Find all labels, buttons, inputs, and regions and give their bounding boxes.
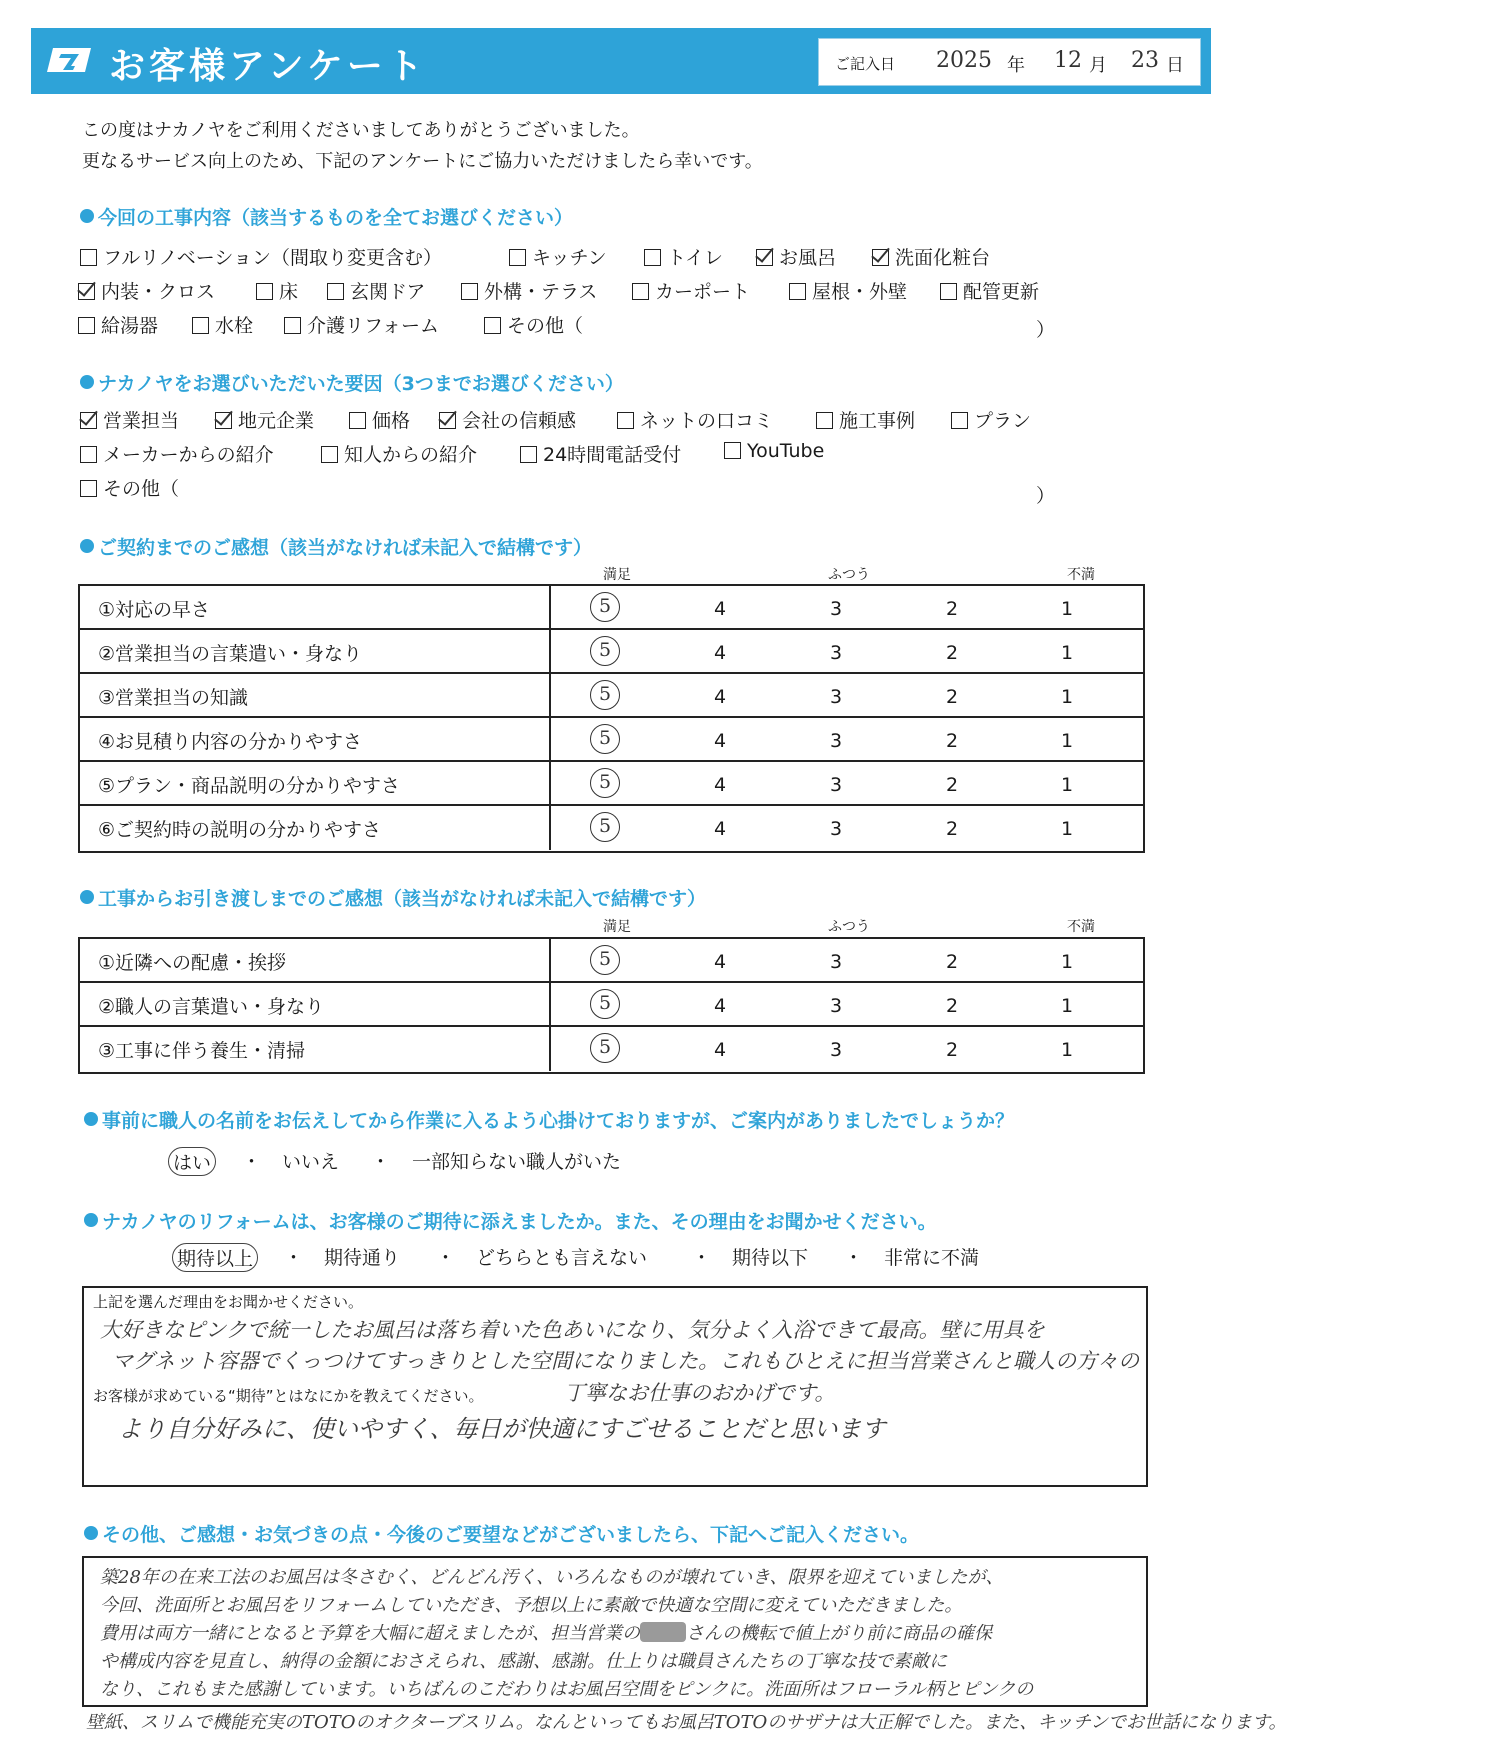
contract-row (80, 586, 1143, 630)
reason-line-1: 大好きなピンクで統一したお風呂は落ち着いた色あいになり、気分よく入浴できて最高。壁に用具を (100, 1318, 1045, 1342)
checkbox-square-icon[interactable] (321, 446, 338, 463)
construction-scale-mid: ふつう (828, 919, 870, 935)
date-box (818, 38, 1201, 86)
construction-score-3[interactable]: 3 (829, 995, 843, 1017)
construction-row (80, 939, 1143, 983)
checkbox-square-icon[interactable] (192, 317, 209, 334)
date-month-unit: 月 (1089, 55, 1107, 76)
contract-score-1[interactable]: 1 (1060, 598, 1074, 620)
checkbox-square-icon[interactable] (632, 283, 649, 300)
construction-row (80, 1027, 1143, 1071)
construction-score-1[interactable]: 1 (1060, 1039, 1074, 1061)
work-checkbox-13[interactable] (192, 311, 253, 338)
construction-score-1[interactable]: 1 (1060, 951, 1074, 973)
construction-row-label: ②職人の言葉遣い・身なり (80, 983, 551, 1025)
construction-score-2[interactable]: 2 (945, 951, 959, 973)
expectation-separator: ・ (692, 1247, 712, 1269)
date-label: ご記入日 (835, 55, 896, 73)
contract-heading: ご契約までのご感想（該当がなければ未記入で結構です） (80, 533, 592, 560)
construction-score-5[interactable]: 5 (590, 989, 620, 1019)
expectation-separator: ・ (844, 1247, 864, 1269)
checkbox-square-icon[interactable] (80, 446, 97, 463)
date-day: 23 (1131, 48, 1159, 73)
work-checkbox-label: 洗面化粧台 (895, 247, 991, 269)
contract-row (80, 630, 1143, 674)
checkbox-square-icon[interactable] (349, 412, 366, 429)
expectation-heading: ナカノヤのリフォームは、お客様のご期待に添えましたか。また、その理由をお聞かせください。 (84, 1207, 937, 1234)
craftsman-option-0[interactable]: はい (168, 1147, 216, 1176)
work-checkbox-11[interactable] (940, 277, 1039, 304)
contract-score-1[interactable]: 1 (1060, 774, 1074, 796)
contract-score-1[interactable]: 1 (1060, 642, 1074, 664)
reasons-heading: ナカノヤをお選びいただいた要因（3つまでお選びください） (80, 369, 624, 396)
work-checkbox-7[interactable] (327, 277, 425, 304)
page-title: お客様アンケート (109, 46, 427, 87)
construction-row-label: ③工事に伴う養生・清掃 (80, 1027, 551, 1071)
construction-score-4[interactable]: 4 (713, 995, 727, 1017)
contract-rating-table (78, 584, 1145, 853)
reason-checkbox-3[interactable] (439, 406, 576, 433)
checkbox-square-icon[interactable] (80, 412, 97, 429)
construction-heading: 工事からお引き渡しまでのご感想（該当がなければ未記入で結構です） (80, 884, 706, 911)
contract-score-4[interactable]: 4 (713, 730, 727, 752)
work-checkbox-9[interactable] (632, 277, 750, 304)
contract-row-label: ④お見積り内容の分かりやすさ (80, 718, 551, 760)
contract-score-5[interactable]: 5 (590, 812, 620, 842)
reason-checkbox-2[interactable] (349, 406, 410, 433)
reason-checkbox-label: 24時間電話受付 (543, 444, 682, 466)
reason-checkbox-label: 営業担当 (103, 410, 180, 432)
work-checkbox-label: 介護リフォーム (307, 315, 440, 337)
work-checkbox-label: 水栓 (215, 315, 254, 337)
craftsman-separator: ・ (242, 1151, 262, 1173)
contract-row (80, 762, 1143, 806)
survey-header (31, 28, 1211, 94)
contract-score-5[interactable]: 5 (590, 724, 620, 754)
contract-row (80, 718, 1143, 762)
checkbox-square-icon[interactable] (951, 412, 968, 429)
expect-label: お客様が求めている“期待”とはなにかを教えてください。 (93, 1387, 484, 1405)
comments-heading: その他、ご感想・お気づきの点・今後のご要望などがございましたら、下記へご記入ください。 (84, 1520, 919, 1547)
work-other-close-paren: ） (1036, 319, 1056, 341)
craftsman-heading: 事前に職人の名前をお伝えしてから作業に入るよう心掛けておりますが、ご案内がありましたでしょうか？ (84, 1106, 1014, 1133)
reason-checkbox-4[interactable] (617, 406, 773, 433)
contract-row (80, 806, 1143, 850)
work-checkbox-14[interactable] (284, 311, 439, 338)
reason-checkbox-label: プラン (974, 410, 1032, 432)
craftsman-separator: ・ (371, 1151, 391, 1173)
checkbox-square-icon[interactable] (484, 317, 501, 334)
contract-score-3[interactable]: 3 (829, 730, 843, 752)
contract-score-4[interactable]: 4 (713, 774, 727, 796)
checkbox-square-icon[interactable] (756, 249, 773, 266)
construction-row (80, 983, 1143, 1027)
date-year: 2025 (936, 48, 992, 73)
comment-line-6: なり、これもまた感謝しています。いちばんのこだわりはお風呂空間をピンクに。洗面所はフローラル柄とピンクの (100, 1679, 1034, 1700)
reason-checkbox-label: YouTube (747, 440, 825, 462)
checkbox-square-icon[interactable] (509, 249, 526, 266)
date-month: 12 (1054, 48, 1082, 73)
construction-scale-low: 不満 (1067, 919, 1095, 935)
work-checkbox-12[interactable] (78, 311, 158, 338)
contract-score-5[interactable]: 5 (590, 636, 620, 666)
contract-row-label: ⑥ご契約時の説明の分かりやすさ (80, 806, 551, 850)
checkbox-square-icon[interactable] (80, 480, 97, 497)
work-checkbox-6[interactable] (256, 277, 298, 304)
checkbox-square-icon[interactable] (284, 317, 301, 334)
contract-score-4[interactable]: 4 (713, 686, 727, 708)
work-checkbox-label: 配管更新 (963, 281, 1040, 303)
checkbox-square-icon[interactable] (617, 412, 634, 429)
construction-row-label: ①近隣への配慮・挨拶 (80, 939, 551, 981)
reason-checkbox-label: メーカーからの紹介 (103, 444, 274, 466)
reason-checkbox-11[interactable] (80, 474, 179, 501)
date-year-unit: 年 (1007, 55, 1025, 76)
comment-line-3: 費用は両方一緒にとなると予算を大幅に超えましたが、担当営業の さんの機転で値上がり前に商品の確保 (100, 1623, 992, 1644)
craftsman-option-2[interactable]: 一部知らない職人がいた (412, 1151, 622, 1173)
contract-scale-low: 不満 (1067, 567, 1095, 583)
work-checkbox-8[interactable] (461, 277, 597, 304)
checkbox-square-icon[interactable] (215, 412, 232, 429)
contract-row (80, 674, 1143, 718)
intro-line-2: 更なるサービス向上のため、下記のアンケートにご協力いただけましたら幸いです。 (82, 151, 763, 172)
work-checkbox-label: 内装・クロス (101, 281, 216, 303)
reason-checkbox-5[interactable] (816, 406, 915, 433)
comment-line-7: 壁紙、スリムで機能充実のTOTOのオクターブスリム。なんといってもお風呂TOTOのサザナは大正解でした。また、キッチンでお世話になります。 (86, 1712, 1287, 1733)
nakanoya-logo-icon (47, 42, 95, 78)
comment-line-5: や構成内容を見直し、納得の金額におさえられ、感謝、感謝。仕上りは職員さんたちの丁寧な技で素敵に (100, 1651, 948, 1672)
reason-label: 上記を選んだ理由をお聞かせください。 (93, 1293, 364, 1311)
construction-score-2[interactable]: 2 (945, 1039, 959, 1061)
contract-scale-mid: ふつう (828, 567, 870, 583)
construction-score-4[interactable]: 4 (713, 1039, 727, 1061)
reason-checkbox-label: 知人からの紹介 (344, 444, 478, 466)
reason-line-2: マグネット容器でくっつけてすっきりとした空間になりました。これもひとえに担当営業さんと職人の方々の (112, 1349, 1140, 1373)
expectation-separator: ・ (436, 1247, 456, 1269)
contract-score-1[interactable]: 1 (1060, 730, 1074, 752)
construction-score-1[interactable]: 1 (1060, 995, 1074, 1017)
contract-score-3[interactable]: 3 (829, 818, 843, 840)
comment-line-1: 築28年の在来工法のお風呂は冬さむく、どんどん汚く、いろんなものが壊れていき、限界を迎えていましたが、 (100, 1567, 1004, 1588)
work-heading: 今回の工事内容（該当するものを全てお選びください） (80, 203, 573, 230)
reason-checkbox-label: 会社の信頼感 (462, 410, 577, 432)
contract-row-label: ③営業担当の知識 (80, 674, 551, 716)
contract-row-label: ②営業担当の言葉遣い・身なり (80, 630, 551, 672)
expectation-option-4[interactable]: 非常に不満 (884, 1247, 980, 1269)
reason-checkbox-7[interactable] (80, 440, 274, 467)
reason-checkbox-6[interactable] (951, 406, 1031, 433)
contract-score-5[interactable]: 5 (590, 768, 620, 798)
date-day-unit: 日 (1166, 55, 1184, 76)
checkbox-square-icon[interactable] (789, 283, 806, 300)
reason-checkbox-label: 施工事例 (839, 410, 916, 432)
checkbox-square-icon[interactable] (816, 412, 833, 429)
checkbox-square-icon[interactable] (520, 446, 537, 463)
construction-scale-high: 満足 (603, 919, 631, 935)
work-checkbox-15[interactable] (484, 311, 583, 338)
construction-score-3[interactable]: 3 (829, 1039, 843, 1061)
construction-score-5[interactable]: 5 (590, 945, 620, 975)
checkbox-square-icon[interactable] (80, 249, 97, 266)
contract-score-4[interactable]: 4 (713, 818, 727, 840)
contract-score-4[interactable]: 4 (713, 598, 727, 620)
work-checkbox-label: トイレ (667, 247, 724, 269)
work-checkbox-label: 床 (279, 281, 299, 303)
reason-checkbox-1[interactable] (215, 406, 314, 433)
work-checkbox-4[interactable] (872, 243, 990, 270)
intro-line-1: この度はナカノヤをご利用くださいましてありがとうございました。 (82, 120, 640, 141)
expectation-option-3[interactable]: 期待以下 (732, 1247, 809, 1269)
reason-checkbox-label: 価格 (372, 410, 411, 432)
work-checkbox-0[interactable] (80, 243, 442, 270)
contract-score-4[interactable]: 4 (713, 642, 727, 664)
contract-score-2[interactable]: 2 (945, 598, 959, 620)
work-checkbox-2[interactable] (644, 243, 723, 270)
checkbox-square-icon[interactable] (78, 317, 95, 334)
checkbox-square-icon[interactable] (78, 283, 95, 300)
work-checkbox-1[interactable] (509, 243, 607, 270)
work-checkbox-5[interactable] (78, 277, 215, 304)
reasons-other-close-paren: ） (1036, 485, 1056, 507)
contract-score-2[interactable]: 2 (945, 686, 959, 708)
construction-score-4[interactable]: 4 (713, 951, 727, 973)
work-checkbox-label: 給湯器 (101, 315, 159, 337)
work-checkbox-label: 玄関ドア (350, 281, 426, 303)
work-checkbox-label: キッチン (532, 247, 607, 269)
contract-score-3[interactable]: 3 (829, 642, 843, 664)
expectation-separator: ・ (284, 1247, 304, 1269)
checkbox-square-icon[interactable] (724, 442, 741, 459)
reason-checkbox-8[interactable] (321, 440, 477, 467)
contract-score-2[interactable]: 2 (945, 642, 959, 664)
work-checkbox-label: その他（ (507, 315, 584, 337)
contract-score-5[interactable]: 5 (590, 680, 620, 710)
expect-answer: より自分好みに、使いやすく、毎日が快適にすごせることだと思います (118, 1415, 886, 1443)
construction-score-5[interactable]: 5 (590, 1033, 620, 1063)
contract-score-3[interactable]: 3 (829, 598, 843, 620)
reason-checkbox-label: 地元企業 (238, 410, 315, 432)
work-checkbox-label: フルリノベーション（間取り変更含む） (103, 247, 442, 269)
checkbox-square-icon[interactable] (872, 249, 889, 266)
contract-score-1[interactable]: 1 (1060, 818, 1074, 840)
checkbox-square-icon[interactable] (256, 283, 273, 300)
work-checkbox-label: カーポート (655, 281, 751, 303)
work-checkbox-10[interactable] (789, 277, 907, 304)
checkbox-square-icon[interactable] (439, 412, 456, 429)
contract-scale-high: 満足 (603, 567, 631, 583)
contract-score-2[interactable]: 2 (945, 818, 959, 840)
expectation-option-0[interactable]: 期待以上 (172, 1243, 258, 1272)
reason-checkbox-10[interactable] (724, 440, 824, 462)
construction-rating-table (78, 937, 1145, 1074)
contract-score-5[interactable]: 5 (590, 592, 620, 622)
work-checkbox-3[interactable] (756, 243, 836, 270)
craftsman-option-1[interactable]: いいえ (282, 1151, 340, 1173)
reason-checkbox-9[interactable] (520, 440, 681, 467)
contract-score-3[interactable]: 3 (829, 774, 843, 796)
expectation-option-2[interactable]: どちらとも言えない (476, 1247, 648, 1269)
reason-checkbox-label: その他（ (103, 478, 180, 500)
comment-line-2: 今回、洗面所とお風呂をリフォームしていただき、予想以上に素敵で快適な空間に変えていただきました。 (100, 1595, 963, 1616)
checkbox-square-icon[interactable] (327, 283, 344, 300)
work-checkbox-label: 屋根・外壁 (812, 281, 908, 303)
construction-score-3[interactable]: 3 (829, 951, 843, 973)
reason-checkbox-label: ネットの口コミ (640, 410, 774, 432)
checkbox-square-icon[interactable] (940, 283, 957, 300)
reason-textbox[interactable] (82, 1286, 1148, 1487)
reason-checkbox-0[interactable] (80, 406, 179, 433)
work-checkbox-label: 外構・テラス (484, 281, 598, 303)
redacted-name (640, 1622, 686, 1642)
contract-score-3[interactable]: 3 (829, 686, 843, 708)
contract-row-label: ①対応の早さ (80, 586, 551, 628)
checkbox-square-icon[interactable] (461, 283, 478, 300)
contract-score-2[interactable]: 2 (945, 730, 959, 752)
checkbox-square-icon[interactable] (644, 249, 661, 266)
expectation-option-1[interactable]: 期待通り (324, 1247, 401, 1269)
contract-score-1[interactable]: 1 (1060, 686, 1074, 708)
construction-score-2[interactable]: 2 (945, 995, 959, 1017)
contract-score-2[interactable]: 2 (945, 774, 959, 796)
reason-line-3: 丁寧なお仕事のおかげです。 (564, 1381, 836, 1405)
contract-row-label: ⑤プラン・商品説明の分かりやすさ (80, 762, 551, 804)
work-checkbox-label: お風呂 (779, 247, 837, 269)
